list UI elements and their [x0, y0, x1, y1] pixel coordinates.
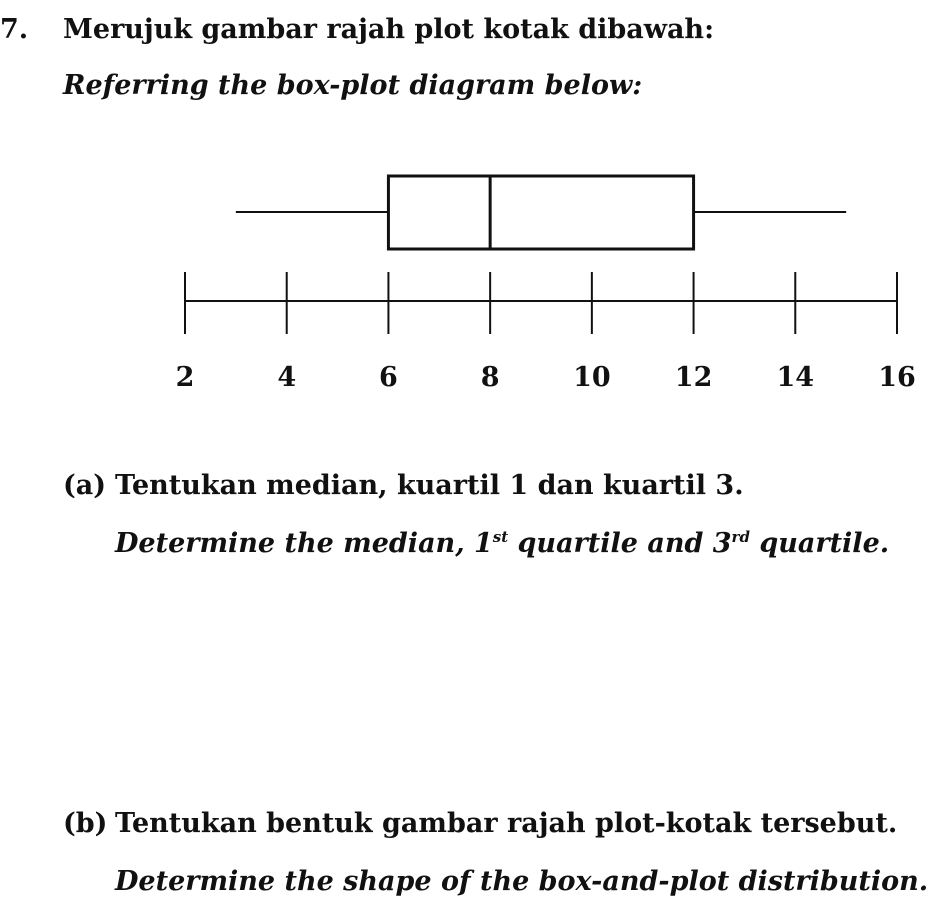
part-b-text-malay: Tentukan bentuk gambar rajah plot-kotak tersebut. — [115, 808, 898, 839]
axis-tick-label: 16 — [878, 362, 916, 393]
axis-tick-label: 8 — [480, 362, 500, 393]
part-a-text-malay: Tentukan median, kuartil 1 dan kuartil 3. — [115, 470, 744, 501]
part-a-superscript-2: rd — [731, 528, 750, 546]
box-plot-diagram — [0, 0, 948, 420]
part-b-label: (b) — [63, 808, 108, 839]
question-title-english: Referring the box-plot diagram below: — [63, 70, 643, 101]
part-a-superscript-1: st — [492, 528, 509, 546]
axis-tick-label: 4 — [277, 362, 297, 393]
part-a-en-segment-3: quartile. — [749, 528, 890, 559]
interquartile-box — [388, 176, 693, 249]
part-a-label: (a) — [63, 470, 107, 501]
axis-tick-label: 6 — [379, 362, 398, 393]
part-a-en-segment-2: quartile and 3 — [508, 528, 732, 559]
axis-tick-label: 12 — [674, 362, 713, 393]
axis-tick-label: 14 — [776, 362, 815, 393]
part-a-en-segment-1: Determine the median, 1 — [115, 528, 493, 559]
question-number: 7. — [0, 14, 29, 45]
axis-tick-label: 2 — [175, 362, 195, 393]
axis-tick-label: 10 — [573, 362, 611, 393]
part-a-text-english — [115, 528, 889, 559]
question-title-malay: Merujuk gambar rajah plot kotak dibawah: — [63, 14, 715, 45]
part-b-text-english: Determine the shape of the box-and-plot distribution. — [115, 866, 929, 897]
